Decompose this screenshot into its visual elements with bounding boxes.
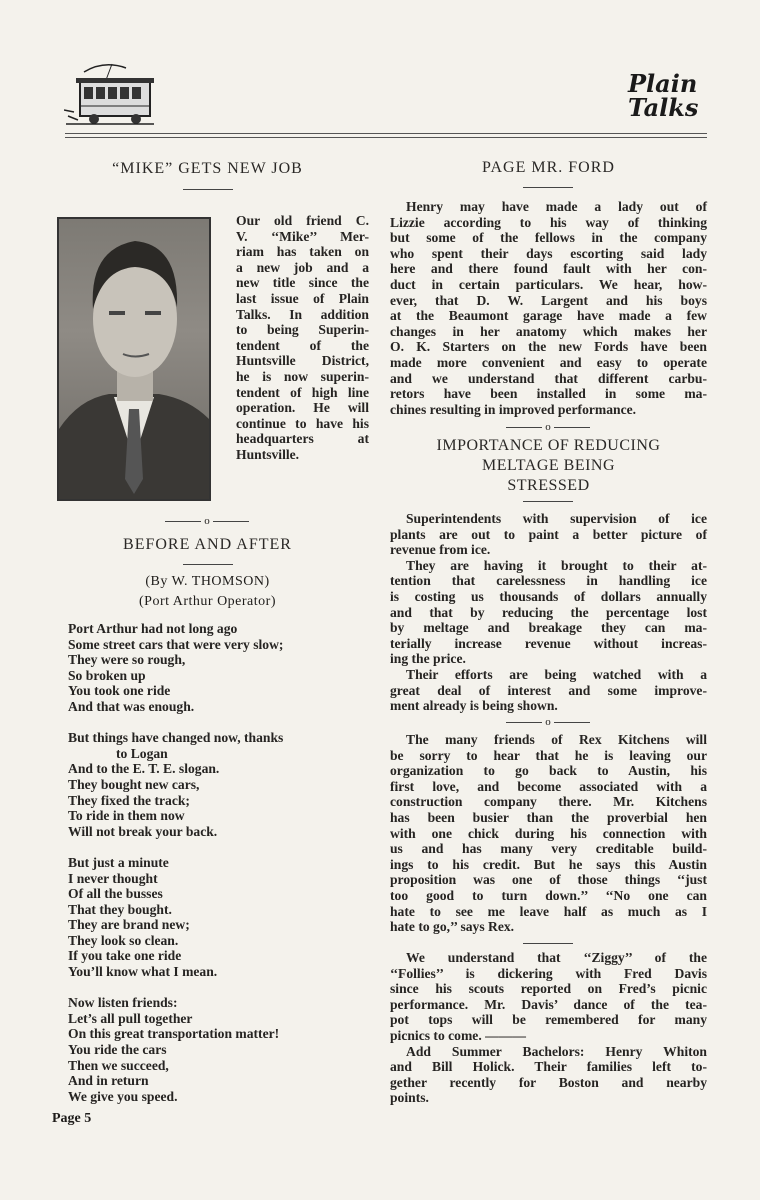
- poem-line: We give you speed.: [68, 1088, 178, 1104]
- text-line: continue to have his: [236, 415, 369, 431]
- text-line: The many friends of Rex Kitchens will: [406, 732, 707, 747]
- poem-line: They fixed the track;: [68, 792, 190, 808]
- section-divider: [157, 515, 257, 527]
- poem-line: That they bought.: [68, 901, 172, 917]
- poem-line: to Logan: [116, 745, 168, 761]
- poem-line: But just a minute: [68, 854, 169, 870]
- poem-stanza: [68, 730, 358, 839]
- text-line: who spent their days escorting said lady: [390, 245, 707, 261]
- text-line: at the Beaumont garage have made a few: [390, 308, 707, 324]
- text-line: hate to see me leave half as much as I: [390, 903, 707, 919]
- text-line: We understand that ‘‘Ziggy’’ of the: [406, 950, 707, 965]
- logo-word-plain: Plain: [628, 69, 698, 98]
- author-role: (Port Arthur Operator): [139, 594, 276, 609]
- title-line: STRESSED: [507, 477, 590, 494]
- divider-glyph: o: [204, 515, 210, 527]
- text-line: construction company there. Mr. Kitchens: [390, 794, 707, 810]
- poem-line: So broken up: [68, 667, 146, 683]
- text-line: ever, that D. W. Largent and his boys: [390, 292, 707, 308]
- text-line: headquarters at: [236, 431, 369, 447]
- text-line: revenue from ice.: [390, 542, 491, 558]
- text-line: terially increase revenue without increas-: [390, 635, 707, 651]
- text-line: Huntsville District,: [236, 353, 369, 369]
- text-line: They are having it brought to their at-: [406, 557, 707, 573]
- poem-stanza: [68, 995, 358, 1104]
- poem: [68, 621, 358, 1120]
- text-line: proposition was one of those things ‘‘just: [390, 872, 707, 888]
- divider-glyph: o: [545, 421, 551, 433]
- summer-bachelors-body: [390, 1044, 707, 1106]
- poem-line: Let’s all pull together: [68, 1010, 193, 1026]
- text-line: Henry may have made a lady out of: [406, 199, 707, 214]
- logo-word-talks: Talks: [628, 93, 699, 122]
- text-line: by meltage and breakage they can ma-: [390, 620, 707, 636]
- text-line: too good to turn down.’’ ‘‘No one can: [390, 887, 707, 903]
- title-underline: [523, 187, 573, 188]
- portrait-photo: [57, 217, 211, 501]
- text-line: tendent of high line: [236, 384, 369, 400]
- text-line: made more convenient and easy to operate: [390, 354, 707, 370]
- plain-talks-logo: [628, 69, 699, 122]
- text-line: and we understand that different carbu-: [390, 370, 707, 386]
- section-rule: [523, 943, 573, 944]
- text-line: ings to his credit. But he says this Austin: [390, 856, 707, 872]
- header-rule-2: [65, 137, 707, 138]
- text-line: and Bill Holick. Their families left to-: [390, 1059, 707, 1075]
- text-line: tention that carelessness in handling ice: [390, 573, 707, 589]
- meltage-para-2: [390, 558, 707, 667]
- text-line: tendent of the: [236, 337, 369, 353]
- text-line: here and there found fault with her con-: [390, 261, 707, 277]
- poem-line: To ride in them now: [68, 808, 185, 824]
- text-line: ment already is being shown.: [390, 698, 558, 714]
- article-title-mike: “MIKE” GETS NEW JOB: [112, 160, 303, 177]
- text-line: ‘‘Follies’’ is dickering with Fred Davis: [390, 965, 707, 981]
- text-line: Add Summer Bachelors: Henry Whiton: [406, 1043, 707, 1059]
- section-divider: [498, 716, 598, 728]
- byline: (By W. THOMSON): [145, 574, 270, 589]
- rex-kitchens-body: [390, 732, 707, 935]
- text-line: hate to go,’’ says Rex.: [390, 919, 515, 935]
- poem-line: Some street cars that were very slow;: [68, 636, 284, 652]
- poem-line: Of all the busses: [68, 886, 163, 902]
- text-line: new title since the: [236, 275, 369, 291]
- text-line: chines resulting in improved performance.: [390, 401, 637, 417]
- poem-line: They bought new cars,: [68, 776, 200, 792]
- text-line: changes in her anatomy which makes her: [390, 323, 707, 339]
- meltage-para-1: [390, 511, 707, 558]
- poem-line: You took one ride: [68, 683, 171, 699]
- poem-line: Then we succeed,: [68, 1057, 169, 1073]
- article-title-page-mr-ford: PAGE MR. FORD: [482, 159, 615, 176]
- poem-line: I never thought: [68, 870, 158, 886]
- poem-line: And that was enough.: [68, 698, 195, 714]
- poem-line: And in return: [68, 1073, 149, 1089]
- text-line: V. ‘‘Mike’’ Mer-: [236, 228, 369, 244]
- poem-line: Now listen friends:: [68, 995, 178, 1011]
- text-line: picnics to come. ———: [390, 1027, 526, 1043]
- poem-line: If you take one ride: [68, 948, 182, 964]
- text-line: retors have been installed in some ma-: [390, 386, 707, 402]
- text-line: plants are out to paint a better picture of: [390, 526, 707, 542]
- text-line: since his scouts reported on Fred’s picnic: [390, 981, 707, 997]
- ziggy-body: [390, 950, 707, 1044]
- divider-glyph: o: [545, 716, 551, 728]
- page-number: Page 5: [52, 1111, 92, 1126]
- title-line: IMPORTANCE OF REDUCING: [436, 437, 661, 454]
- poem-line: Will not break your back.: [68, 823, 218, 839]
- text-line: with one chick during his connection with: [390, 825, 707, 841]
- title-underline: [523, 501, 573, 502]
- text-line: great deal of interest and some improve-: [390, 682, 707, 698]
- poem-line: They were so rough,: [68, 652, 186, 668]
- text-line: us and has many very creditable build-: [390, 841, 707, 857]
- poem-line: You ride the cars: [68, 1042, 167, 1058]
- text-line: he is now superin-: [236, 368, 369, 384]
- text-line: organization to go back to Austin, his: [390, 763, 707, 779]
- title-underline: [183, 564, 233, 565]
- article-title-meltage: [390, 436, 707, 496]
- text-line: Lizzie according to his way of thinking: [390, 214, 707, 230]
- text-line: be sorry to hear that he is leaving our: [390, 747, 707, 763]
- text-line: and that by reducing the percentage lost: [390, 604, 707, 620]
- text-line: riam has taken on: [236, 244, 369, 260]
- text-line: Superintendents with supervision of ice: [406, 511, 707, 526]
- streetcar-logo-icon: [64, 60, 156, 128]
- text-line: to being Superin-: [236, 322, 369, 338]
- poem-line: You’ll know what I mean.: [68, 964, 218, 980]
- text-line: Our old friend C.: [236, 213, 369, 228]
- poem-line: They are brand new;: [68, 917, 190, 933]
- poem-line: On this great transportation matter!: [68, 1026, 280, 1042]
- poem-stanza: [68, 855, 358, 980]
- ford-article-body: [390, 199, 707, 417]
- text-line: O. K. Starters on the new Fords have been: [390, 339, 707, 355]
- title-underline: [183, 189, 233, 190]
- title-line: MELTAGE BEING: [481, 457, 616, 474]
- text-line: last issue of Plain: [236, 290, 369, 306]
- mike-article-body: [236, 213, 369, 463]
- text-line: but some of the fellows in the company: [390, 230, 707, 246]
- text-line: Talks. In addition: [236, 306, 369, 322]
- article-title-before-and-after: BEFORE AND AFTER: [123, 536, 292, 553]
- text-line: a new job and a: [236, 259, 369, 275]
- text-line: gether recently for Boston and nearby: [390, 1074, 707, 1090]
- poem-line: They look so clean.: [68, 932, 179, 948]
- text-line: duct in certain particulars. We hear, how-: [390, 276, 707, 292]
- text-line: Huntsville.: [236, 446, 300, 462]
- text-line: operation. He will: [236, 400, 369, 416]
- poem-line: But things have changed now, thanks: [68, 730, 284, 746]
- text-line: Their efforts are being watched with a: [406, 667, 707, 682]
- text-line: pot tops will be remembered for many: [390, 1012, 707, 1028]
- text-line: first love, and become associated with a: [390, 778, 707, 794]
- header-rule: [65, 133, 707, 134]
- meltage-para-3: [390, 667, 707, 714]
- poem-line: And to the E. T. E. slogan.: [68, 761, 220, 777]
- text-line: has been busier than the proverbial hen: [390, 809, 707, 825]
- section-divider: [498, 421, 598, 433]
- text-line: performance. Mr. Davis’ dance of the tea-: [390, 996, 707, 1012]
- text-line: ing the price.: [390, 651, 466, 667]
- text-line: is costing us thousands of dollars annually: [390, 588, 707, 604]
- poem-line: Port Arthur had not long ago: [68, 621, 238, 636]
- text-line: points.: [390, 1090, 429, 1106]
- poem-stanza: [68, 621, 358, 715]
